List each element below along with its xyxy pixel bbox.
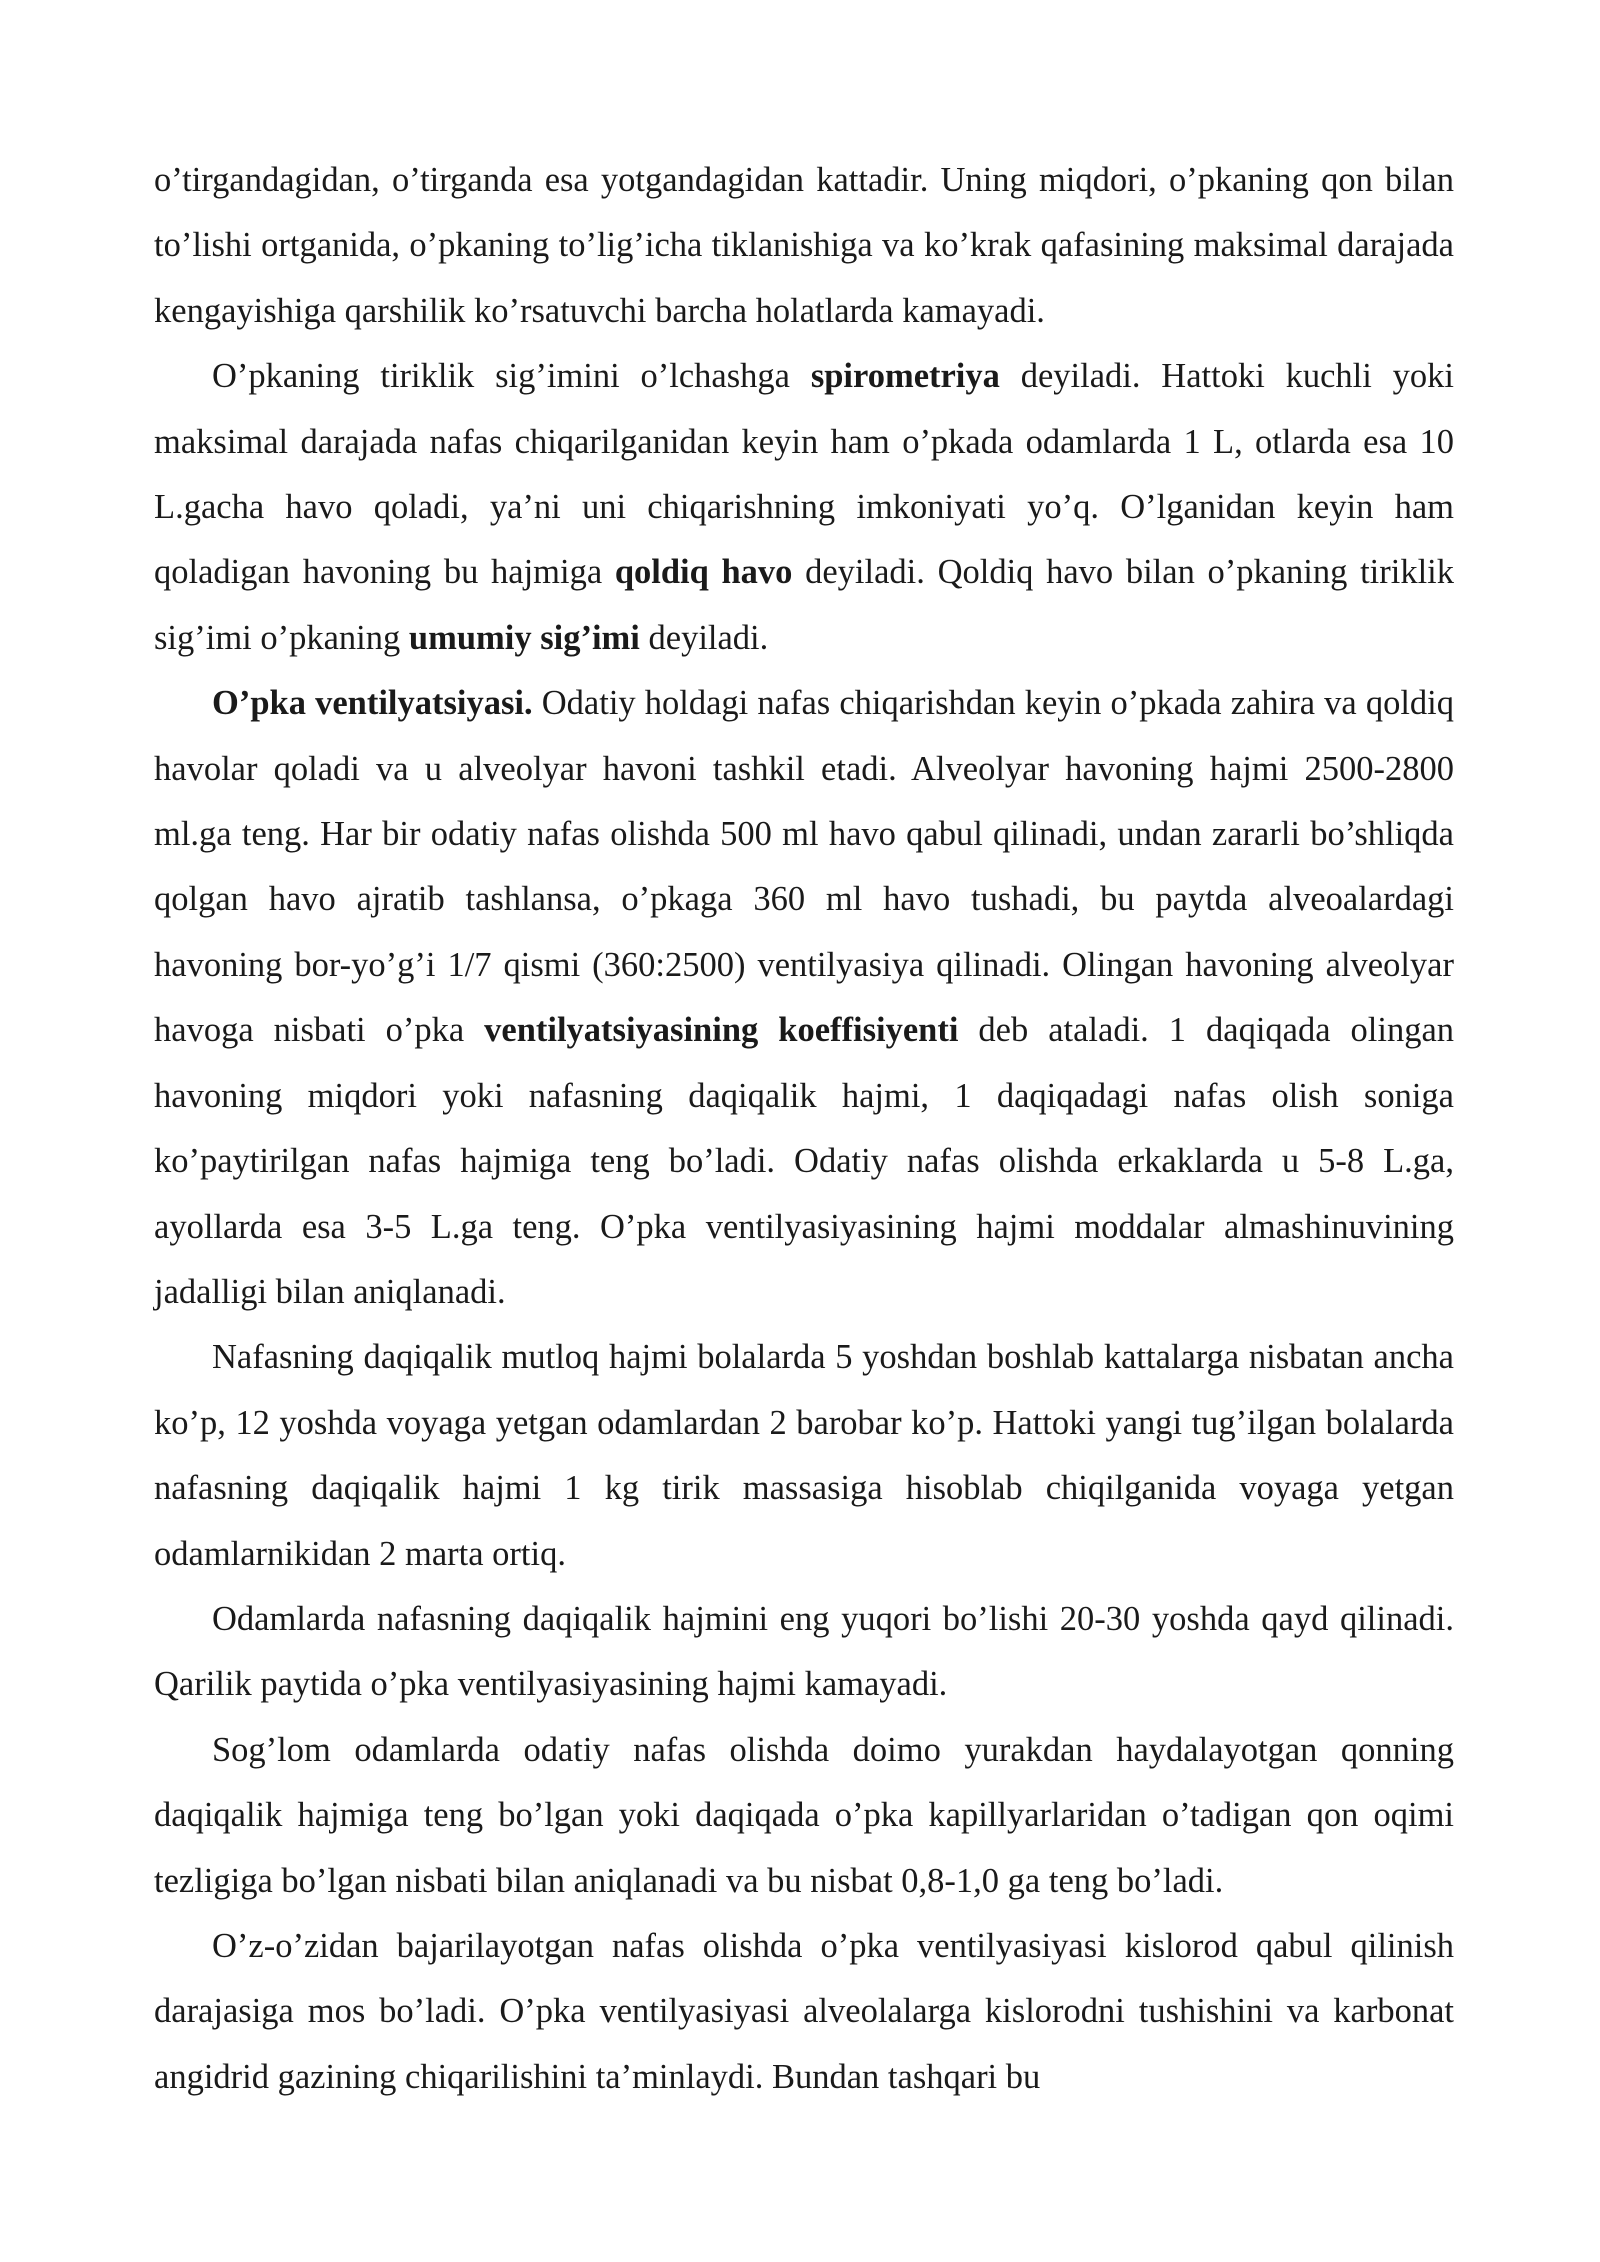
text-run: o’tirgandagidan, o’tirganda esa yotgandagidan kattadir. Uning miqdori, o’pkaning qon bilan to’lishi ortganida, o’pkaning to’lig’icha tiklanishiga va ko’krak qafasining maksimal darajada kengayishiga qarshilik ko’rsatuvchi barcha holatlarda kamayadi. [154,161,1454,330]
text-run: deb ataladi. 1 daqiqada olingan havoning miqdori yoki nafasning daqiqalik hajmi, 1 daqiqadagi nafas olish soniga ko’paytirilgan nafas hajmiga teng bo’ladi. Odatiy nafas olishda erkaklarda u 5-8 L.ga, ayollarda esa 3-5 L.ga teng. O’pka ventilyasiyasining hajmi moddalar almashinuvining jadalligi bilan aniqlanadi. [154,1011,1455,1311]
text-run: Odatiy holdagi nafas chiqarishdan keyin o’pkada zahira va qoldiq havolar qoladi va u alveolyar havoni tashkil etadi. Alveolyar havoning hajmi 2500-2800 ml.ga teng. Har bir odatiy nafas olishda 500 ml havo qabul qilinadi, undan zararli bo’shliqda qolgan havo ajratib tashlansa, o’pkaga 360 ml havo tushadi, bu paytda alveoalardagi havoning bor-yo’g’i 1/7 qismi (360:2500) ventilyasiya qilinadi. Olingan havoning alveolyar havoga nisbati o’pka [154,684,1454,1050]
term-spirometriya: spirometriya [810,357,1000,396]
text-run: O’z-o’zidan bajarilayotgan nafas olishda o’pka ventilyasiyasi kislorod qabul qilinish darajasiga mos bo’ladi. O’pka ventilyasiyasi alveolalarga kislorodni tushishini va karbonat angidrid gazining chiqarilishini ta’minlaydi. Bundan tashqari bu [154,1926,1454,2096]
term-umumiy-sigimi: umumiy sig’imi [408,618,640,657]
paragraph-1 [154,148,1454,344]
section-heading-opka-ventilyatsiyasi: O’pka ventilyatsiyasi. [212,684,533,723]
text-run: Nafasning daqiqalik mutloq hajmi bolalarda 5 yoshdan boshlab kattalarga nisbatan ancha ko’p, 12 yoshda voyaga yetgan odamlardan 2 barobar ko’p. Hattoki yangi tug’ilgan bolalarda nafasning daqiqalik hajmi 1 kg tirik massasiga hisoblab chiqilganida voyaga yetgan odamlarnikidan 2 marta ortiq. [154,1338,1454,1573]
text-run: deyiladi. [639,618,769,657]
paragraph-2 [154,344,1454,671]
term-qoldiq-havo: qoldiq havo [614,553,793,592]
text-run: deyiladi. Hattoki kuchli yoki maksimal darajada nafas chiqarilganidan keyin ham o’pkada odamlarda 1 L, otlarda esa 10 L.gacha havo qoladi, ya’ni uni chiqarishning imkoniyati yo’q. O’lganidan keyin ham qoladigan havoning bu hajmiga [154,357,1455,592]
paragraph-6 [154,1718,1454,1914]
text-run: O’pkaning tiriklik sig’imini o’lchashga [212,357,811,396]
text-run: Odamlarda nafasning daqiqalik hajmini eng yuqori bo’lishi 20-30 yoshda qayd qilinadi. Qarilik paytida o’pka ventilyasiyasining hajmi kamayadi. [154,1599,1454,1704]
paragraph-7 [154,1914,1454,2110]
paragraph-3 [154,671,1454,1325]
paragraph-5 [154,1587,1454,1718]
paragraph-4 [154,1325,1454,1587]
text-run: Sog’lom odamlarda odatiy nafas olishda doimo yurakdan haydalayotgan qonning daqiqalik hajmiga teng bo’lgan yoki daqiqada o’pka kapillyarlaridan o’tadigan qon oqimi tezligiga bo’lgan nisbati bilan aniqlanadi va bu nisbat 0,8-1,0 ga teng bo’ladi. [154,1730,1454,1900]
term-ventilyatsiya-koeffisiyenti: ventilyatsiyasining koeffisiyenti [484,1011,959,1050]
text-run: deyiladi. Qoldiq havo bilan o’pkaning tiriklik sig’imi o’pkaning [154,553,1454,657]
document-page [154,148,1454,2110]
